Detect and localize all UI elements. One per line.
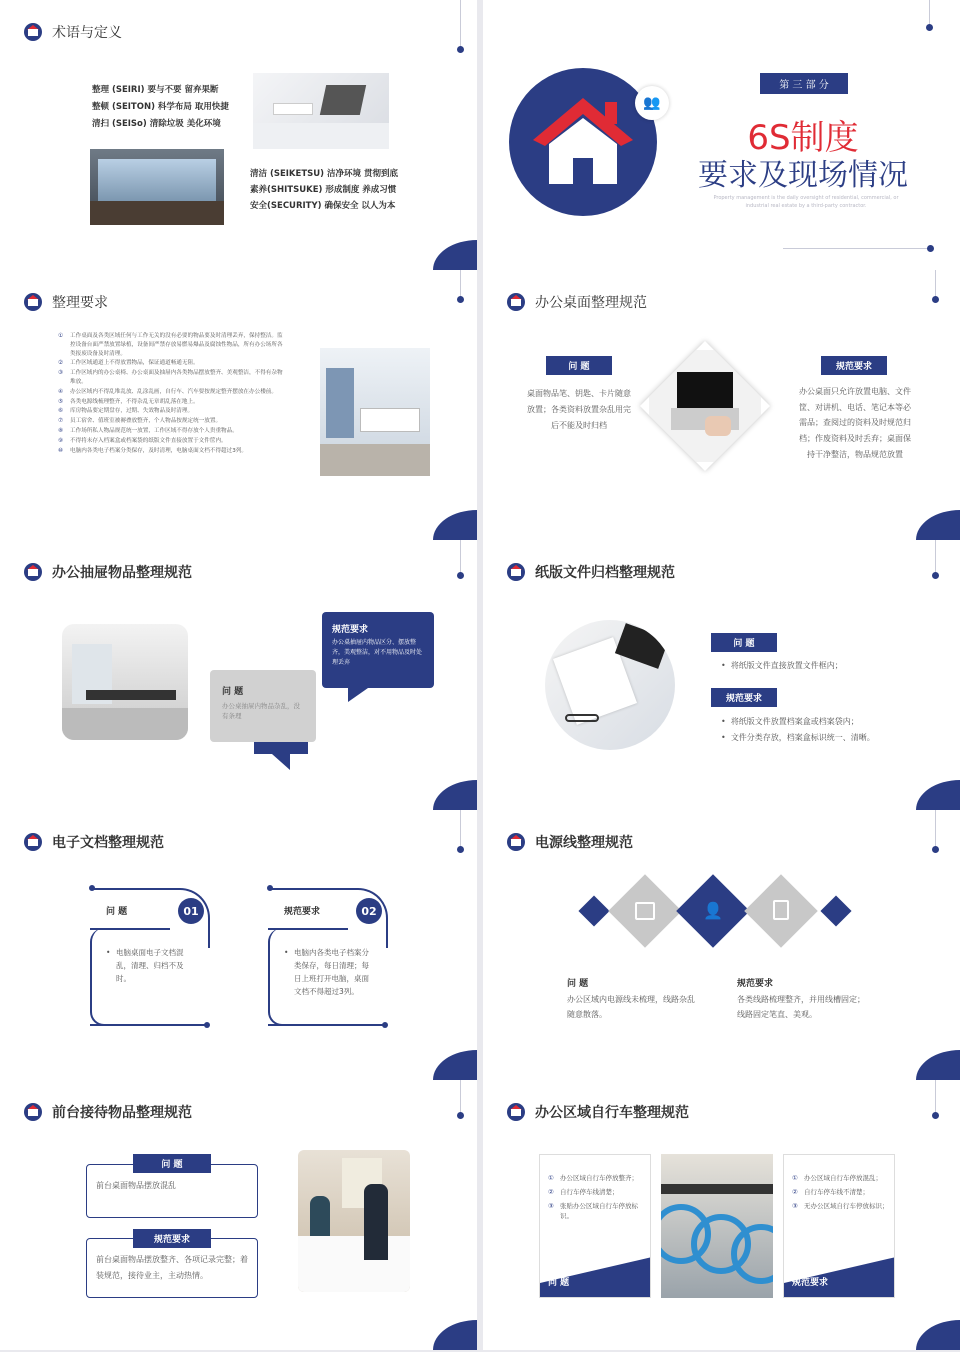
- title-red: 6S制度: [747, 118, 859, 158]
- pin-decoration: [935, 540, 936, 576]
- problem-text: • 电脑桌面电子文档混乱，清理、归档不及时。: [106, 948, 184, 983]
- list-item: • 文件分类存放，档案盒标识统一、清晰。: [721, 733, 875, 742]
- house-logo-icon: [24, 833, 42, 851]
- slide-paper-file-standard: [483, 540, 960, 810]
- dot-decoration: [382, 1022, 388, 1028]
- list-item: ⑨ 不得将未存入档案盒或档案袋的纸版文件直接放置于文件筐内。: [58, 437, 227, 444]
- problem-text: 办公区域内电源线未梳理，线路杂乱随意散落。: [567, 995, 695, 1019]
- small-diamond: [578, 895, 609, 926]
- corner-decoration: [916, 510, 960, 540]
- list-item: • 将纸版文件放置档案盒或档案袋内；: [721, 717, 859, 726]
- slide-title: 电源线整理规范: [507, 832, 633, 852]
- corner-decoration: [916, 1320, 960, 1350]
- house-logo-icon: [24, 293, 42, 311]
- slide-title: 整理要求: [24, 292, 108, 312]
- pin-decoration: [460, 810, 461, 850]
- corner-decoration: [433, 1320, 477, 1350]
- list-item: ④ 办公区域内不得乱堆乱放、乱涂乱画，自行车、汽车要按规定整齐摆放在办公楼前。: [58, 388, 277, 395]
- rule-text: 各类线路梳理整齐，并用线槽固定；线路固定笔直、美观。: [737, 995, 865, 1019]
- people-icon: 👥: [635, 86, 669, 120]
- house-logo-icon: [24, 23, 42, 41]
- house-logo-icon: [507, 563, 525, 581]
- problem-text: 办公桌抽屉内物品杂乱，没有条理: [222, 702, 300, 720]
- slide-bicycle-standard: [483, 1080, 960, 1350]
- house-logo-icon: [507, 833, 525, 851]
- calendar-icon: [635, 902, 655, 920]
- rule-card-line: [268, 1024, 384, 1026]
- slide-title: 前台接待物品整理规范: [24, 1102, 192, 1122]
- rule-card-line: [268, 928, 348, 930]
- problem-text: 桌面物品笔、钥匙、卡片随意放置；各类资料放置杂乱用完后不能及时归档: [527, 389, 631, 430]
- people-icon: 👤: [703, 901, 723, 920]
- problem-label: 问 题: [546, 356, 612, 375]
- rule-label: 规范要求: [792, 1278, 829, 1288]
- slide-sort-requirements: [0, 270, 477, 540]
- office-room-photo: [320, 348, 430, 476]
- list-item: ① 办公区域自行车停放整齐；: [548, 1174, 638, 1182]
- list-item: ② 工作区域通道上不得放置物品，保证通道畅通无阻。: [58, 360, 199, 367]
- terms-list-top: 整理 (SEIRI) 要与不要 留弃果断 整顿 (SEITON) 科学布局 取用快捷 清扫 (SEISo) 清除垃圾 美化环境: [92, 85, 229, 129]
- reception-photo: [298, 1150, 410, 1292]
- slide-title: 电子文档整理规范: [24, 832, 164, 852]
- rule-label: 规范要求: [332, 625, 369, 635]
- corner-decoration: [433, 1050, 477, 1080]
- dot-decoration: [89, 885, 95, 891]
- number-badge: 02: [356, 898, 382, 924]
- house-icon: [509, 68, 657, 216]
- slide-title: 纸版文件归档整理规范: [507, 562, 675, 582]
- rule-tail: [348, 688, 368, 702]
- rule-card: [322, 612, 434, 688]
- subtitle: Property management is the daily oversight of residential, commercial, or industrial real estate by a third-party contractor.: [713, 195, 899, 209]
- list-item: ③ 工作区域内的办公桌椅、办公桌面及抽屉内各类物品摆放整齐、美观整洁，不得有杂物堆放。: [58, 370, 283, 385]
- problem-label: 问 题: [548, 1278, 570, 1288]
- rule-card: [783, 1154, 895, 1298]
- problem-tail-tip: [272, 754, 290, 770]
- list-item: ⑦ 员工宿舍、值班室被褥叠放整齐，个人物品按规定统一放置。: [58, 418, 222, 425]
- list-item: ② 自行车停车线清楚；: [548, 1188, 619, 1196]
- house-logo-icon: [507, 293, 525, 311]
- open-office-photo: [62, 624, 188, 740]
- pin-decoration: [460, 270, 461, 300]
- rule-text: 办公桌抽屉内物品区分、摆放整齐，美观整洁，对不用物品及时处理丢弃: [332, 639, 423, 666]
- slide-title: 术语与定义: [24, 22, 122, 42]
- list-item: ⑧ 工作场所私人物品规范统一放置，工作区域不得存放个人贵重物品。: [58, 427, 238, 434]
- rule-text: • 电脑内各类电子档案分类保存，每日清理；每日上班打开电脑，桌面文档不得超过3列。: [284, 948, 369, 996]
- slide-title: 办公桌面整理规范: [507, 292, 647, 312]
- problem-tail: [254, 742, 308, 754]
- pin-decoration: [460, 540, 461, 576]
- pin-decoration: [935, 1080, 936, 1116]
- house-badge: [509, 68, 657, 216]
- small-diamond: [820, 895, 851, 926]
- rule-label: 规范要求: [133, 1229, 211, 1248]
- problem-label: 问 题: [567, 979, 589, 989]
- rule-label: 规范要求: [284, 907, 321, 917]
- list-item: ⑥ 库房物品要定期盘存，过期、失效物品及时清理。: [58, 408, 194, 415]
- corner-decoration: [433, 510, 477, 540]
- slide-drawer-standard: [0, 540, 477, 810]
- dot-decoration: [927, 245, 934, 252]
- rule-text: 前台桌面物品摆放整齐、各项记录完整；着装规范，接待业主，主动热情。: [96, 1255, 248, 1280]
- slide-reception-standard: [0, 1080, 477, 1350]
- problem-card: [210, 670, 316, 742]
- requirements-list: [58, 332, 288, 455]
- problem-card: [539, 1154, 651, 1298]
- slide-desk-standard: [483, 270, 960, 540]
- pin-decoration: [460, 0, 461, 50]
- problem-list: [548, 1173, 648, 1221]
- list-item: ⑩ 电脑内各类电子档案分类保存，及时清理，电脑桌面文档不得超过3列。: [58, 447, 247, 454]
- list-item: ② 自行车停车线不清楚；: [792, 1188, 869, 1196]
- list-item: ③ 张贴办公区域自行车停放标识。: [548, 1202, 638, 1220]
- problem-card-line: [90, 928, 170, 930]
- problem-label: 问 题: [711, 633, 777, 652]
- terms-list-bottom: 清洁 (SEIKETSU) 洁净环境 贯彻到底 素养(SHITSUKE) 形成制度 养成习惯 安全(SECURITY) 确保安全 以人为本: [250, 169, 398, 211]
- problem-card-line: [90, 1024, 206, 1026]
- pin-decoration: [935, 270, 936, 300]
- slide-title: 办公区域自行车整理规范: [507, 1102, 689, 1122]
- slide-cable-standard: [483, 810, 960, 1080]
- part-label: 第 三 部 分: [760, 73, 848, 94]
- problem-label: 问 题: [133, 1154, 211, 1173]
- problem-list-item: • 将纸版文件直接放置文件框内；: [721, 661, 843, 670]
- dot-decoration: [267, 885, 273, 891]
- document-icon: [773, 900, 789, 920]
- laptop-diamond-photo: [640, 341, 770, 471]
- rule-list: [792, 1173, 892, 1211]
- number-badge: 01: [178, 898, 204, 924]
- slide-section-cover: [483, 0, 960, 270]
- list-item: ① 办公区域自行车停放混乱；: [792, 1174, 882, 1182]
- house-logo-icon: [24, 563, 42, 581]
- corner-decoration: [916, 780, 960, 810]
- slide-title: 办公抽屉物品整理规范: [24, 562, 192, 582]
- house-logo-icon: [507, 1103, 525, 1121]
- rule-list: [721, 714, 875, 746]
- house-logo-icon: [24, 1103, 42, 1121]
- corner-decoration: [433, 780, 477, 810]
- corner-decoration: [916, 1050, 960, 1080]
- corner-decoration: [433, 240, 477, 270]
- dot-decoration: [204, 1022, 210, 1028]
- documents-circle-photo: [545, 620, 675, 750]
- divider: [783, 248, 933, 249]
- rule-label: 规范要求: [821, 356, 887, 375]
- slide-terms: [0, 0, 477, 270]
- pin-decoration: [929, 0, 930, 28]
- list-item: ① 工作桌面及各类区域任何与工作无关的没有必要的物品要及时清理丢弃，保持整洁。监控设备台面严禁放置绿植，设备间严禁存放易燃易爆品及腐蚀性物品，所有办公场所各类报废设备及时清理。: [58, 333, 283, 357]
- rule-label: 规范要求: [711, 688, 777, 707]
- laptop-desk-photo: [253, 73, 389, 149]
- title-blue: 要求及现场情况: [698, 158, 908, 193]
- rule-label: 规范要求: [737, 979, 774, 989]
- rule-text: 办公桌面只允许放置电脑、文件筐、对讲机、电话、笔记本等必需品；查阅过的资料及时规范归档；作废资料及时丢弃；桌面保持干净整洁，物品规范放置: [799, 387, 911, 459]
- list-item: ③ 无办公区域自行车停放标识；: [792, 1202, 889, 1210]
- pin-decoration: [935, 810, 936, 850]
- pin-decoration: [460, 1080, 461, 1116]
- problem-label: 问 题: [106, 907, 128, 917]
- bicycles-photo: [661, 1154, 773, 1298]
- office-window-photo: [90, 149, 224, 225]
- problem-text: 前台桌面物品摆放混乱: [96, 1181, 176, 1190]
- slide-e-document-standard: [0, 810, 477, 1080]
- list-item: ⑤ 各类电源线梳理整齐，不得杂乱无章胡乱落在地上。: [58, 398, 199, 405]
- problem-label: 问 题: [222, 687, 244, 697]
